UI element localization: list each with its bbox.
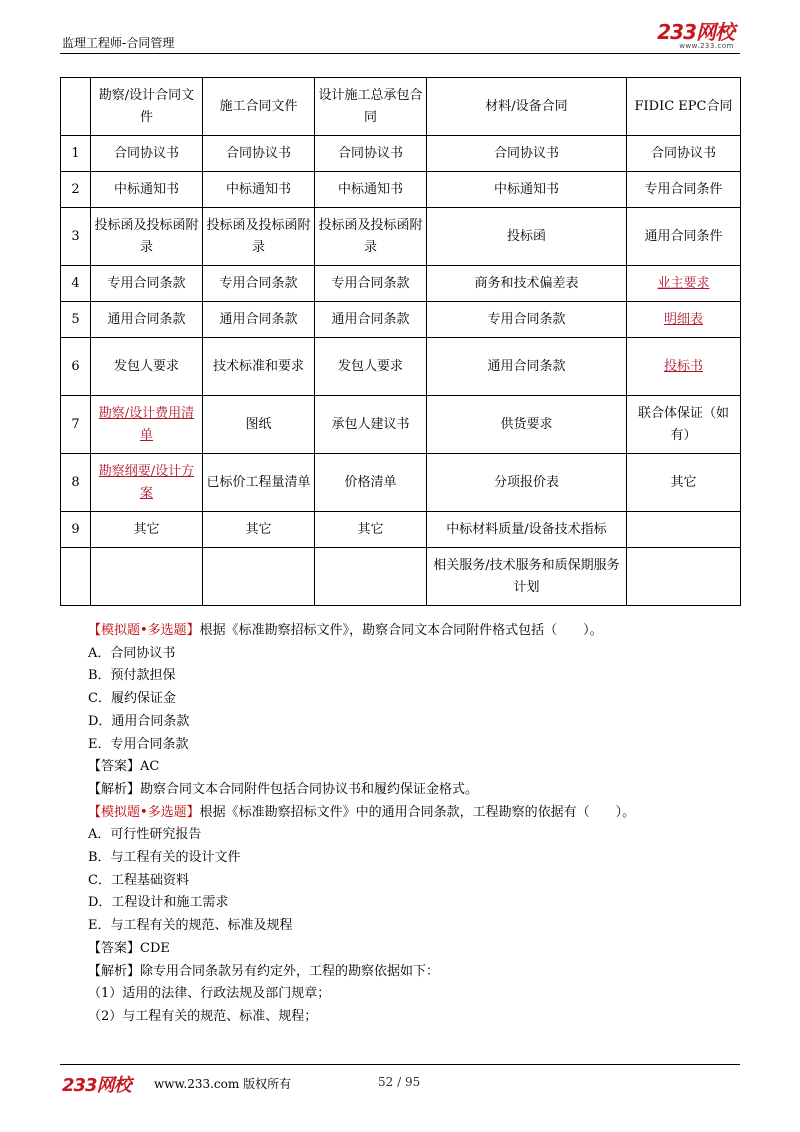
table-cell: 价格清单: [315, 454, 427, 512]
analysis-label: 【解析】: [88, 963, 141, 979]
table-cell: 承包人建议书: [315, 396, 427, 454]
table-cell: 通用合同条件: [627, 208, 741, 266]
table-cell: 中标通知书: [203, 172, 315, 208]
answer-value: AC: [140, 759, 160, 775]
analysis-point: （1）适用的法律、行政法规及部门规章；: [88, 986, 331, 1002]
footer-logo: 233网校: [62, 1075, 131, 1096]
analysis-label: 【解析】: [88, 781, 141, 797]
brand-logo: [657, 22, 734, 50]
table-cell: 专用合同条款: [315, 266, 427, 302]
option: E．与工程有关的规范、标准及规程: [88, 918, 293, 934]
table-cell: 联合体保证（如有）: [627, 396, 741, 454]
header-title: 监理工程师-合同管理: [62, 36, 175, 50]
table-header-cell: 施工合同文件: [203, 78, 315, 136]
table-header-cell: FIDIC EPC合同: [627, 78, 741, 136]
table-cell: [627, 548, 741, 606]
table-cell: 投标函: [427, 208, 627, 266]
table-cell: 通用合同条款: [315, 302, 427, 338]
question-2-stem: [88, 802, 748, 825]
analysis-text: 除专用合同条款另有约定外，工程的勘察依据如下：: [140, 963, 440, 979]
table-cell: [315, 548, 427, 606]
table-cell: 相关服务/技术服务和质保期服务计划: [427, 548, 627, 606]
answer-line: [88, 756, 748, 779]
option: C．工程基础资料: [88, 872, 189, 888]
header-divider: [60, 53, 740, 54]
option: A．合同协议书: [88, 645, 176, 661]
table-cell: 图纸: [203, 396, 315, 454]
table-cell: 中标通知书: [427, 172, 627, 208]
table-cell: [627, 512, 741, 548]
row-number: 1: [61, 136, 91, 172]
table-cell-link: [627, 338, 741, 396]
table-cell: 中标通知书: [91, 172, 203, 208]
table-cell: [203, 548, 315, 606]
table-row: [61, 338, 741, 396]
page-number: 52 / 95: [378, 1075, 421, 1089]
table-row: [61, 302, 741, 338]
answer-label: 【答案】: [88, 940, 141, 956]
table-cell: 商务和技术偏差表: [427, 266, 627, 302]
row-number: 6: [61, 338, 91, 396]
footer-site-copyright: www.233.com 版权所有: [154, 1077, 292, 1091]
table-header-cell: 设计施工总承包合同: [315, 78, 427, 136]
table-cell: 投标函及投标函附录: [315, 208, 427, 266]
option: A．可行性研究报告: [88, 827, 202, 843]
table-cell: 中标通知书: [315, 172, 427, 208]
survey-fee-list-link[interactable]: 勘察/设计费用清单: [98, 405, 195, 443]
table-header-cell: 材料/设备合同: [427, 78, 627, 136]
table-row: [61, 136, 741, 172]
table-cell: 合同协议书: [203, 136, 315, 172]
answer-line: [88, 938, 748, 961]
row-number: 7: [61, 396, 91, 454]
option: C．履约保证金: [88, 691, 176, 707]
table-cell: 投标函及投标函附录: [91, 208, 203, 266]
table-cell: 发包人要求: [91, 338, 203, 396]
option: D．通用合同条款: [88, 713, 190, 729]
brand-logo-url: www.233.com: [679, 42, 734, 50]
question-1-stem: [88, 620, 748, 643]
table-cell: 中标材料质量/设备技术指标: [427, 512, 627, 548]
analysis-point: （2）与工程有关的规范、标准、规程；: [88, 1008, 318, 1024]
table-cell: 其它: [91, 512, 203, 548]
row-number: 9: [61, 512, 91, 548]
row-number: 4: [61, 266, 91, 302]
table-row: [61, 396, 741, 454]
table-cell: 合同协议书: [427, 136, 627, 172]
option: B．与工程有关的设计文件: [88, 850, 241, 866]
analysis-line: [88, 961, 748, 984]
table-cell: [91, 548, 203, 606]
table-cell: 合同协议书: [91, 136, 203, 172]
table-cell-link: [627, 302, 741, 338]
tender-link[interactable]: 投标书: [663, 358, 703, 374]
table-cell: 供货要求: [427, 396, 627, 454]
table-cell: 其它: [203, 512, 315, 548]
question-content: [88, 620, 748, 1029]
table-cell-link: [91, 454, 203, 512]
table-cell: 专用合同条款: [91, 266, 203, 302]
table-cell: 已标价工程量清单: [203, 454, 315, 512]
table-cell: 通用合同条款: [203, 302, 315, 338]
table-cell: 合同协议书: [315, 136, 427, 172]
row-number: [61, 548, 91, 606]
table-header-cell: 勘察/设计合同文件: [91, 78, 203, 136]
survey-outline-link[interactable]: 勘察纲要/设计方案: [98, 463, 195, 501]
question-text: 根据《标准勘察招标文件》中的通用合同条款，工程勘察的依据有（ ）。: [199, 804, 636, 820]
table-cell-link: [91, 396, 203, 454]
brand-logo-text: 233网校: [657, 20, 734, 44]
table-row: [61, 266, 741, 302]
table-cell: 投标函及投标函附录: [203, 208, 315, 266]
table-cell: 发包人要求: [315, 338, 427, 396]
table-row: [61, 208, 741, 266]
question-text: 根据《标准勘察招标文件》，勘察合同文本合同附件格式包括（ ）。: [199, 623, 603, 638]
table-row: [61, 548, 741, 606]
option: D．工程设计和施工需求: [88, 895, 229, 911]
option: E．专用合同条款: [88, 736, 189, 752]
owner-requirements-link[interactable]: 业主要求: [657, 275, 710, 291]
option: B．预付款担保: [88, 668, 176, 684]
table-cell: 通用合同条款: [427, 338, 627, 396]
table-cell: 合同协议书: [627, 136, 741, 172]
table-cell-link: [627, 266, 741, 302]
table-row: [61, 172, 741, 208]
table-cell: 专用合同条件: [627, 172, 741, 208]
table-cell: 通用合同条款: [91, 302, 203, 338]
analysis-text: 勘察合同文本合同附件包括合同协议书和履约保证金格式。: [140, 781, 479, 797]
row-number: 5: [61, 302, 91, 338]
table-cell: 专用合同条款: [427, 302, 627, 338]
table-cell: 其它: [627, 454, 741, 512]
table-header-row: [61, 78, 741, 136]
question-tag: 【模拟题•多选题】: [88, 804, 200, 820]
footer-divider: [60, 1064, 740, 1065]
table-cell: 技术标准和要求: [203, 338, 315, 396]
contract-documents-table: [60, 77, 741, 606]
table-row: [61, 512, 741, 548]
answer-label: 【答案】: [88, 759, 141, 775]
table-cell: 分项报价表: [427, 454, 627, 512]
answer-value: CDE: [140, 940, 170, 956]
row-number: 3: [61, 208, 91, 266]
table-row: [61, 454, 741, 512]
analysis-line: [88, 779, 748, 802]
table-cell: 专用合同条款: [203, 266, 315, 302]
table-cell: 其它: [315, 512, 427, 548]
question-tag: 【模拟题•多选题】: [88, 623, 200, 638]
row-number: 8: [61, 454, 91, 512]
row-number: 2: [61, 172, 91, 208]
schedule-link[interactable]: 明细表: [663, 311, 703, 327]
table-header-cell: [61, 78, 91, 136]
